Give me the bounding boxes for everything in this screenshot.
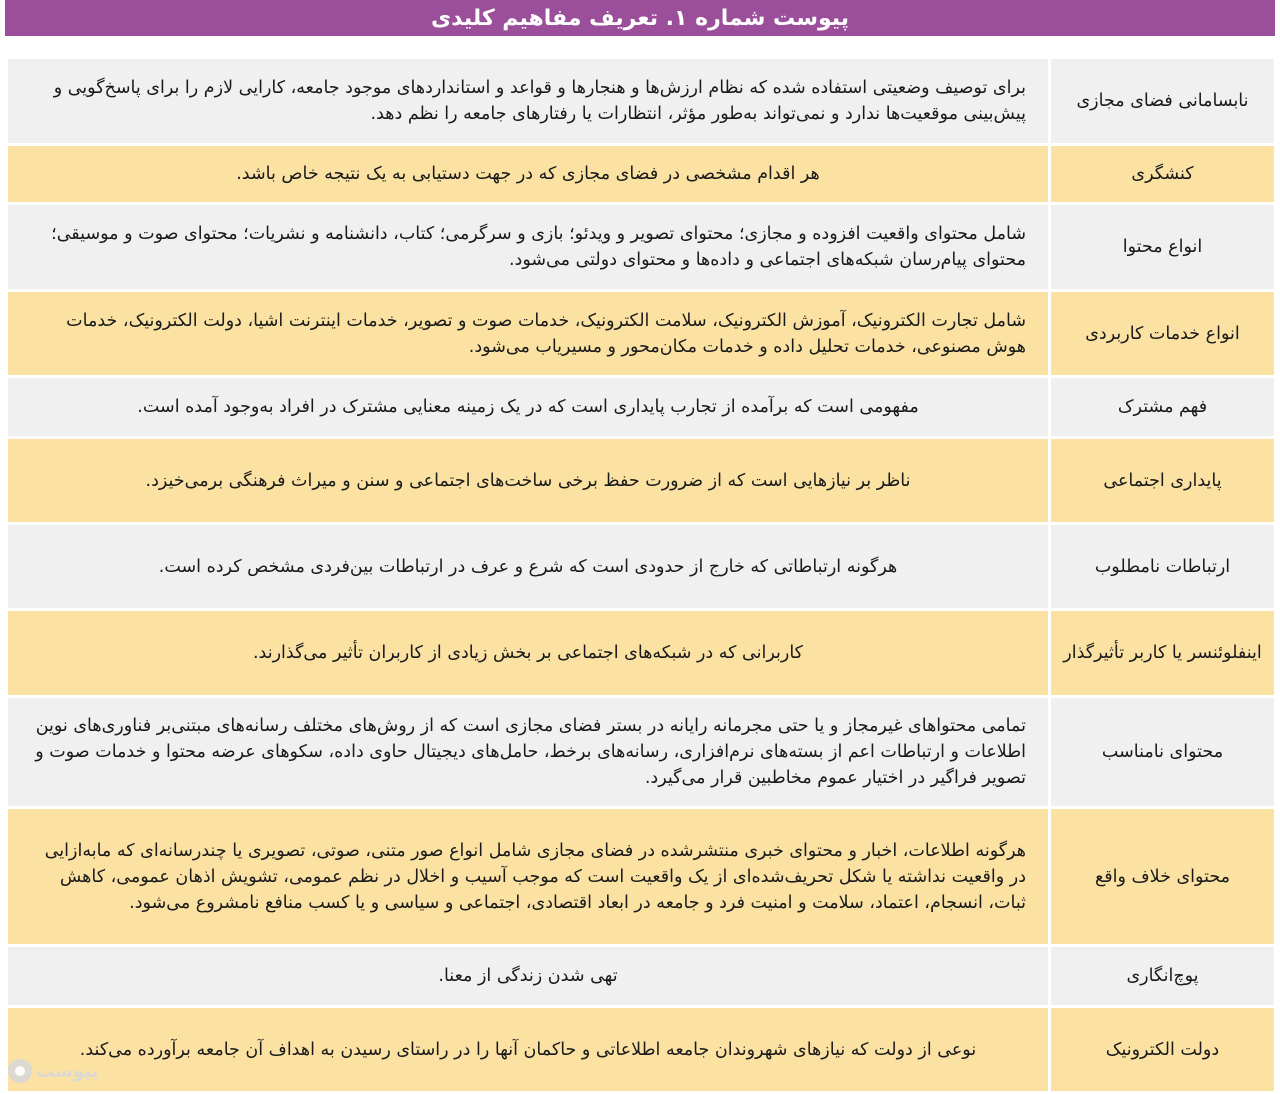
definition-cell: شامل محتوای واقعیت افزوده و مجازی؛ محتوای تصویر و ویدئو؛ بازی و سرگرمی؛ کتاب، دانشنامه و نشریات؛ محتوای صوت و موسیقی؛ محتوای پیام‌رسان شبکه‌های اجتماعی و داده‌ها و محتوای دولتی می‌شود.: [7, 204, 1050, 291]
table-row: [7, 438, 1276, 524]
term-cell: فهم مشترک: [1050, 377, 1276, 438]
table-row: [7, 204, 1276, 291]
definition-cell: مفهومی است که برآمده از تجارب پایداری است که در یک زمینه معنایی مشترک در افراد به‌وجود آمده است.: [7, 377, 1050, 438]
brand-logo: [8, 1059, 98, 1083]
definition-cell: شامل تجارت الکترونیک، آموزش الکترونیک، سلامت الکترونیک، خدمات صوت و تصویر، خدمات اینترنت اشیا، دولت الکترونیک، خدمات هوش مصنوعی، خدمات تحلیل داده و خدمات مکان‌محور و مسیریاب می‌شود.: [7, 291, 1050, 377]
term-cell: محتوای نامناسب: [1050, 697, 1276, 808]
table-row: [7, 697, 1276, 808]
table-row: [7, 1007, 1276, 1093]
table-row: [7, 808, 1276, 946]
definition-cell: هر اقدام مشخصی در فضای مجازی که در جهت دستیابی به یک نتیجه خاص باشد.: [7, 145, 1050, 204]
term-cell: پوچ‌انگاری: [1050, 946, 1276, 1007]
logo-text: پیوست: [36, 1060, 99, 1082]
term-cell: پایداری اجتماعی: [1050, 438, 1276, 524]
definition-cell: ناظر بر نیازهایی است که از ضرورت حفظ برخی ساخت‌های اجتماعی و سنن و میراث فرهنگی برمی‌خیزد.: [7, 438, 1050, 524]
term-cell: انواع خدمات کاربردی: [1050, 291, 1276, 377]
term-cell: نابسامانی فضای مجازی: [1050, 58, 1276, 145]
table-row: [7, 291, 1276, 377]
table-row: [7, 524, 1276, 610]
term-cell: محتوای خلاف واقع: [1050, 808, 1276, 946]
term-cell: دولت الکترونیک: [1050, 1007, 1276, 1093]
table-row: [7, 58, 1276, 145]
term-cell: انواع محتوا: [1050, 204, 1276, 291]
page-title-bar: [5, 0, 1275, 36]
logo-circle-icon: [8, 1059, 32, 1083]
term-cell: ارتباطات نامطلوب: [1050, 524, 1276, 610]
table-row: [7, 145, 1276, 204]
table-row: [7, 610, 1276, 697]
definition-cell: تهی شدن زندگی از معنا.: [7, 946, 1050, 1007]
page-title: پیوست شماره ۱. تعریف مفاهیم کلیدی: [431, 5, 850, 31]
definition-cell: نوعی از دولت که نیازهای شهروندان جامعه اطلاعاتی و حاکمان آنها را در راستای رسیدن به اهداف آن جامعه برآورده می‌کند.: [7, 1007, 1050, 1093]
definition-cell: هرگونه اطلاعات، اخبار و محتوای خبری منتشرشده در فضای مجازی شامل انواع صور متنی، صوتی، تصویری یا چندرسانه‌ای که مابه‌ازایی در واقعیت نداشته یا شکل تحریف‌شده‌ای از یک واقعیت است که موجب آسیب و اخلال در نظم عمومی، تشویش اذهان عمومی، کاهش ثبات، انسجام، اعتماد، سلامت و امنیت فرد و جامعه در ابعاد اقتصادی، اجتماعی و سیاسی و یا کسب منافع نامشروع می‌شود.: [7, 808, 1050, 946]
key-concepts-table: [5, 56, 1277, 1094]
table-row: [7, 946, 1276, 1007]
table-row: [7, 377, 1276, 438]
definition-cell: کاربرانی که در شبکه‌های اجتماعی بر بخش زیادی از کاربران تأثیر می‌گذارند.: [7, 610, 1050, 697]
term-cell: کنشگری: [1050, 145, 1276, 204]
definition-cell: تمامی محتواهای غیرمجاز و یا حتی مجرمانه رایانه در بستر فضای مجازی است که از روش‌های مختلف رسانه‌های مبتنی‌بر فناوری‌های نوین اطلاعات و ارتباطات اعم از بسته‌های نرم‌افزاری، رسانه‌های برخط، حامل‌های دیجیتال حاوی داده، سکوهای عرضه محتوا و خدمات صوت و تصویر فراگیر در اختیار عموم مخاطبین قرار می‌گیرد.: [7, 697, 1050, 808]
term-cell: اینفلوئنسر یا کاربر تأثیرگذار: [1050, 610, 1276, 697]
definition-cell: هرگونه ارتباطاتی که خارج از حدودی است که شرع و عرف در ارتباطات بین‌فردی مشخص کرده است.: [7, 524, 1050, 610]
definition-cell: برای توصیف وضعیتی استفاده شده که نظام ارزش‌ها و هنجارها و قواعد و استانداردهای موجود جامعه، کارایی لازم را برای پاسخ‌گویی و پیش‌بینی موقعیت‌ها ندارد و نمی‌تواند به‌طور مؤثر، انتظارات یا رفتارهای جامعه را نظم دهد.: [7, 58, 1050, 145]
